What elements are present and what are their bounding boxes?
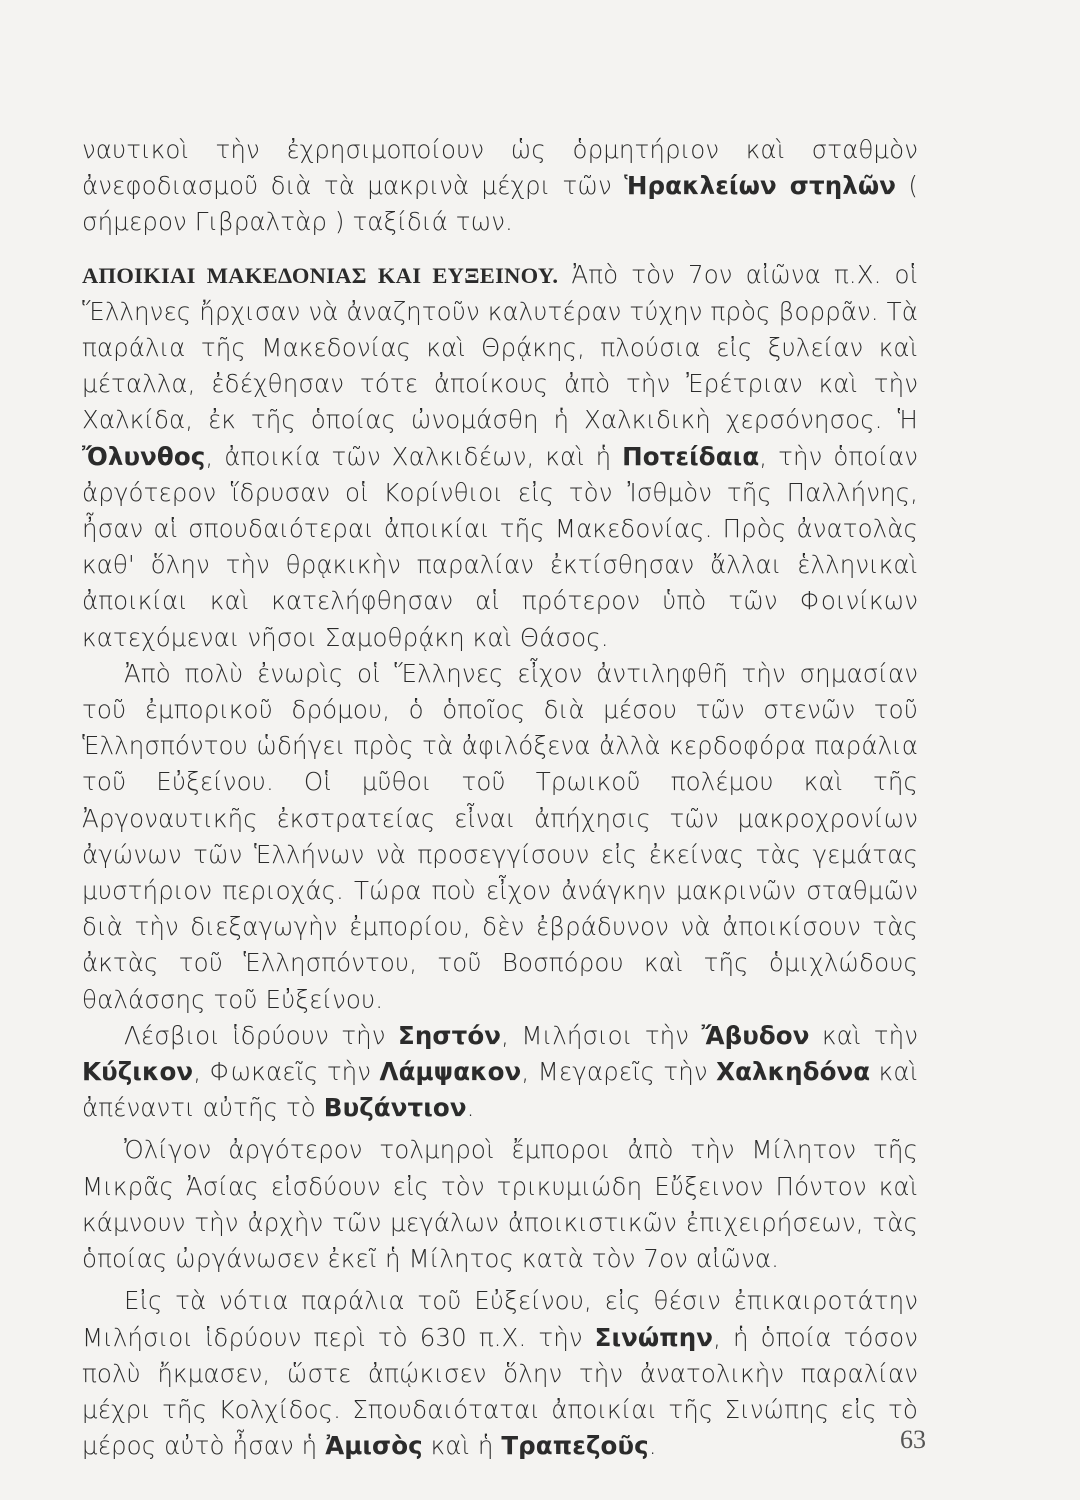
text-run: . [648, 1431, 657, 1461]
text-run: Λέσβιοι ἱδρύουν τὴν [124, 1020, 399, 1050]
emphasis-poteidaia: Ποτείδαια [622, 441, 760, 471]
text-run: ναυτικοὶ τὴν ἐχρησιμοποίουν ὡς ὁρμητήριον καὶ σταθμὸν ἀνεφοδιασμοῦ διὰ τὰ μακρινὰ μέχρι τῶν [82, 135, 918, 201]
emphasis-abydos: Ἄβυδον [701, 1020, 810, 1050]
page-number: 63 [900, 1425, 926, 1454]
text-run: Εἰς τὰ νότια παράλια τοῦ Εὐξείνου, εἰς θέσιν ἐπικαιροτάτην Μιλήσιοι ἱδρύουν περὶ τὸ 630 π.Χ. τὴν [82, 1286, 918, 1352]
paragraph-5: Ὀλίγον ἀργότερον τολμηροὶ ἔμποροι ἀπὸ τὴν Μίλητον τῆς Μικρᾶς Ἀσίας εἰσδύουν εἰς τὸν τρικυμιώδη Εὔξεινον Πόντον καὶ κάμνουν τὴν ἀρχὴν τῶν μεγάλων ἀποικιστικῶν ἐπιχειρήσεων, τὰς ὁποίας ὠργάνωσεν ἐκεῖ ἡ Μίλητος κατὰ τὸν 7ον αἰῶνα. [82, 1135, 918, 1274]
paragraph-6 [82, 1283, 918, 1464]
emphasis-herakleion-stelon: Ἡρακλείων στηλῶν [624, 171, 897, 201]
text-run: , ἀποικία τῶν Χαλκιδέων, καὶ ἡ [205, 441, 623, 471]
emphasis-sestos: Σηστόν [398, 1020, 502, 1050]
text-run: καὶ ἡ [422, 1431, 502, 1461]
paragraph-3: Ἀπὸ πολὺ ἐνωρὶς οἱ Ἕλληνες εἶχον ἀντιληφθῆ τὴν σημασίαν τοῦ ἐμπορικοῦ δρόμου, ὁ ὁποῖος διὰ μέσου τῶν στενῶν τοῦ Ἑλλησπόντου ὡδήγει πρὸς τὰ ἀφιλόξενα ἀλλὰ κερδοφόρα παράλια τοῦ Εὐξείνου. Οἱ μῦθοι τοῦ Τρωικοῦ πολέμου καὶ τῆς Ἀργοναυτικῆς ἐκστρατείας εἶναι ἀπήχησις τῶν μακροχρονίων ἀγώνων τῶν Ἑλλήνων νὰ προσεγγίσουν εἰς ἐκείνας τὰς γεμάτας μυστήριον περιοχάς. Τώρα ποὺ εἶχον ἀνάγκην μακρινῶν σταθμῶν διὰ τὴν διεξαγωγὴν ἐμπορίου, δὲν ἐβράδυνον νὰ ἀποικίσουν τὰς ἀκτὰς τοῦ Ἑλλησπόντου, τοῦ Βοσπόρου καὶ τῆς ὁμιχλώδους θαλάσσης τοῦ Εὐξείνου. [82, 658, 918, 1014]
emphasis-kyzikos: Κύζικον [82, 1057, 194, 1087]
emphasis-trapezous: Τραπεζοῦς [501, 1431, 649, 1461]
text-run: , τὴν ὁποίαν ἀργότερον ἵδρυσαν οἱ Κορίνθιοι εἰς τὸν Ἰσθμὸν τῆς Παλλήνης, ἦσαν αἱ σπουδαιότεραι ἀποικίαι τῆς Μακεδονίας. Πρὸς ἀνατολὰς καθ' ὅλην τὴν θρᾳκικὴν παραλίαν ἐκτίσθησαν ἄλλαι ἑλληνικαὶ ἀποικίαι καὶ κατελήφθησαν αἱ πρότερον ὑπὸ τῶν Φοινίκων κατεχόμεναι νῆσοι Σαμοθρᾴκη καὶ Θάσος. [82, 441, 918, 652]
text-run: , Μιλήσιοι τὴν [501, 1020, 702, 1050]
emphasis-chalkedon: Χαλκηδόνα [716, 1057, 871, 1087]
paragraph-1 [82, 132, 918, 241]
emphasis-sinope: Σινώπην [594, 1322, 714, 1352]
body-text [82, 132, 918, 1464]
text-run: , Μεγαρεῖς τὴν [521, 1057, 717, 1087]
text-run: , Φωκαεῖς τὴν [193, 1057, 380, 1087]
text-run: ( σήμερον Γιβραλτὰρ ) ταξίδιά των. [82, 171, 918, 237]
paragraph-4 [82, 1018, 918, 1127]
text-run: . [466, 1093, 475, 1123]
text-run: καὶ τὴν [809, 1020, 918, 1050]
paragraph-2 [82, 257, 918, 656]
text-run: καὶ ἀπέναντι αὐτῆς τὸ [82, 1057, 918, 1123]
emphasis-lampsakos: Λάμψακον [379, 1057, 522, 1087]
text-run: , ἡ ὁποία τόσον πολὺ ἤκμασεν, ὥστε ἀπῴκισεν ὅλην τὴν ἀνατολικὴν παραλίαν μέχρι τῆς Κολχίδος. Σπουδαιόταται ἀποικίαι τῆς Σινώπης εἰς τὸ μέρος αὐτὸ ἦσαν ἡ [82, 1322, 918, 1461]
emphasis-olynthos: Ὄλυνθος [82, 441, 206, 471]
text-run: Ἀπὸ τὸν 7ον αἰῶνα π.Χ. οἱ Ἕλληνες ἤρχισαν νὰ ἀναζητοῦν καλυτέραν τύχην πρὸς βορρᾶν. Τὰ παράλια τῆς Μακεδονίας καὶ Θρᾴκης, πλούσια εἰς ξυλείαν καὶ μέταλλα, ἐδέχθησαν τότε ἀποίκους ἀπὸ τὴν Ἐρέτριαν καὶ τὴν Χαλκίδα, ἐκ τῆς ὁποίας ὠνομάσθη ἡ Χαλκιδικὴ χερσόνησος. Ἡ [82, 259, 918, 435]
section-heading: ΑΠΟΙΚΙΑΙ ΜΑΚΕΔΟΝΙΑΣ ΚΑΙ ΕΥΞΕΙΝΟΥ. [82, 262, 559, 288]
emphasis-amisos: Ἀμισὸς [325, 1431, 423, 1461]
emphasis-byzantion: Βυζάντιον [323, 1093, 467, 1123]
